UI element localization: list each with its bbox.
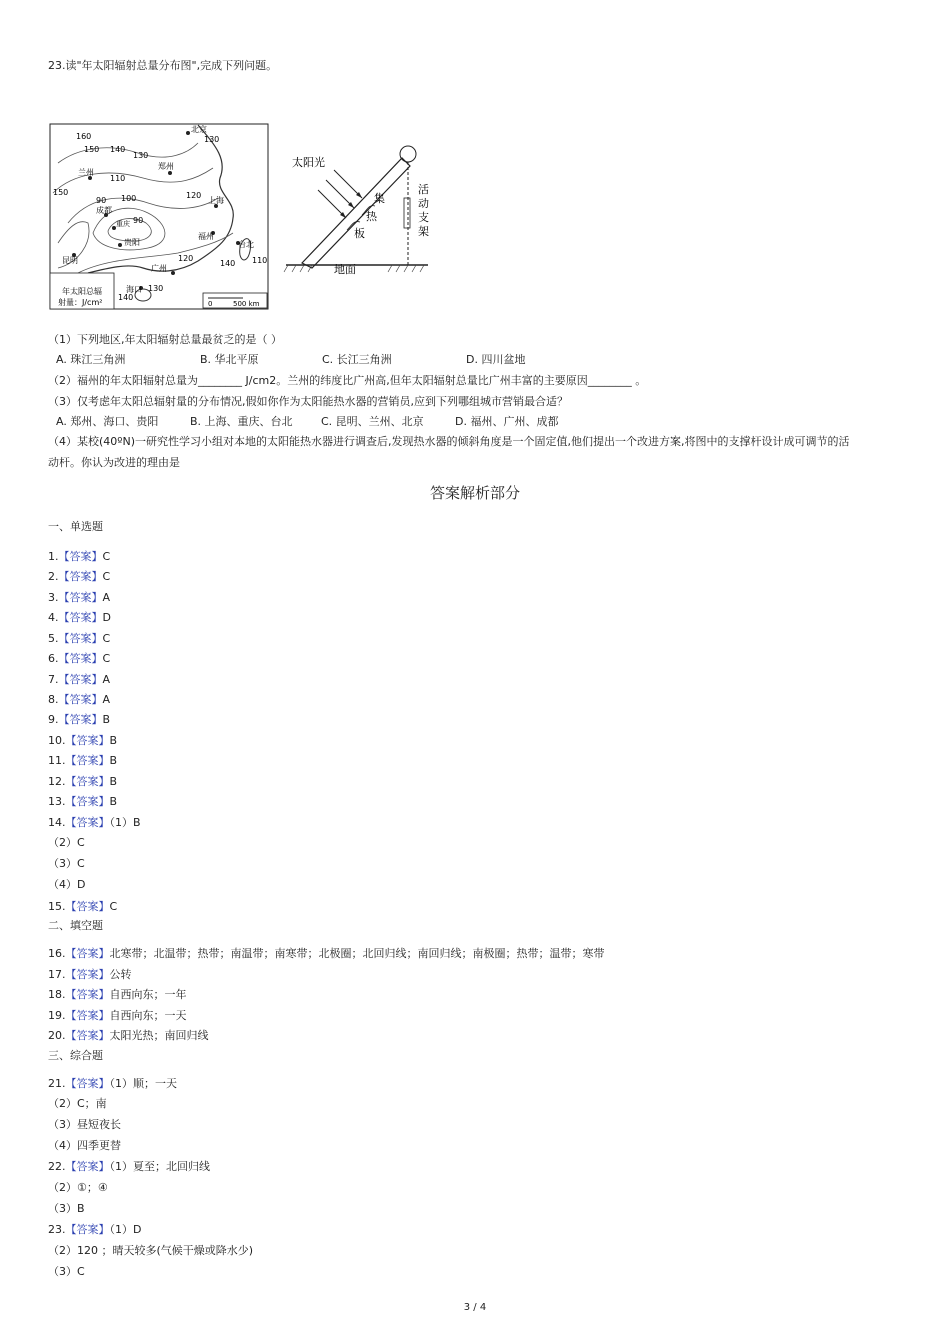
answer-row (48, 632, 110, 646)
answer-value: 自西向东；一天 (109, 1009, 187, 1022)
answer-number: 8. (48, 693, 59, 706)
answer-tag: 【答案】 (65, 1029, 110, 1042)
answer-value: 太阳光热；南回归线 (109, 1029, 209, 1042)
svg-text:110: 110 (252, 256, 268, 265)
answer-tag: 【答案】 (58, 550, 103, 563)
answer-tag: 【答案】 (58, 632, 103, 645)
solar-heater-diagram (282, 140, 432, 275)
svg-text:150: 150 (84, 145, 100, 154)
answer-tag: 【答案】 (65, 816, 110, 829)
svg-text:90: 90 (133, 216, 144, 225)
answer-tag: 【答案】 (58, 713, 103, 726)
svg-text:110: 110 (110, 174, 126, 183)
svg-text:140: 140 (118, 293, 134, 302)
answer-value: （1）夏至；北回归线 (109, 1160, 210, 1173)
answer-row (48, 816, 141, 830)
answer-value: A (102, 673, 111, 686)
answer-value: B (109, 754, 118, 767)
answer-tag: 【答案】 (65, 795, 110, 808)
answer-number: 10. (48, 734, 66, 747)
svg-text:福州: 福州 (198, 232, 214, 241)
answer-number: 13. (48, 795, 66, 808)
answer-row (48, 1029, 209, 1043)
answer-row (48, 795, 117, 809)
q23-sub3: （3）C (48, 1265, 85, 1278)
svg-text:130: 130 (148, 284, 164, 293)
answer-value: C (102, 632, 111, 645)
answer-tag: 【答案】 (65, 734, 110, 747)
q21-sub3: （3）昼短夜长 (48, 1118, 121, 1131)
svg-text:重庆: 重庆 (116, 220, 130, 228)
answer-number: 21. (48, 1077, 66, 1090)
answer-tag: 【答案】 (58, 693, 103, 706)
collector-label-3: 板 (354, 227, 365, 240)
solar-radiation-map (48, 123, 270, 311)
answer-number: 16. (48, 947, 66, 960)
answer-value: D (102, 611, 111, 624)
collector-label-1: 集 (374, 192, 385, 205)
q23-sub2: （2）120 ；晴天较多(气候干燥或降水少) (48, 1244, 254, 1257)
ground-label: 地面 (334, 263, 356, 275)
answer-tag: 【答案】 (65, 1009, 110, 1022)
answer-row (48, 570, 110, 584)
support-label-3: 支 (418, 211, 429, 224)
q14-sub2: （2）C (48, 836, 85, 849)
q1-option-b: B. 华北平原 (200, 353, 259, 366)
q1-option-d: D. 四川盆地 (466, 353, 526, 366)
answer-value: 北寒带；北温带；热带；南温带；南寒带；北极圈；北回归线；南回归线；南极圈；热带；温带；寒带 (109, 947, 605, 960)
answer-row (48, 591, 110, 605)
svg-text:北京: 北京 (191, 125, 207, 134)
svg-text:昆明: 昆明 (62, 256, 78, 265)
answer-number: 2. (48, 570, 59, 583)
answer-row (48, 968, 132, 982)
answer-number: 1. (48, 550, 59, 563)
answer-tag: 【答案】 (65, 1160, 110, 1173)
svg-text:140: 140 (110, 145, 126, 154)
answer-tag: 【答案】 (65, 1077, 110, 1090)
answer-tag: 【答案】 (58, 591, 103, 604)
q14-sub3: （3）C (48, 857, 85, 870)
answer-number: 17. (48, 968, 66, 981)
q2-text: （2）福州的年太阳辐射总量为________ J/cm2。兰州的纬度比广州高,但年太阳辐射总量比广州丰富的主要原因________ 。 (48, 374, 647, 387)
support-label-4: 架 (418, 225, 429, 238)
svg-text:150: 150 (53, 188, 69, 197)
answer-number: 15. (48, 900, 66, 913)
answer-value: B (109, 795, 118, 808)
svg-text:120: 120 (186, 191, 202, 200)
answer-row (48, 1077, 177, 1091)
answer-tag: 【答案】 (65, 988, 110, 1001)
q3-text: （3）仅考虑年太阳总辐射量的分布情况,假如你作为太阳能热水器的营销员,应到下列哪组城市营销最合适？ (48, 395, 568, 408)
svg-text:140: 140 (220, 259, 236, 268)
legend-line2: 射量：J/cm² (58, 298, 103, 307)
svg-text:台北: 台北 (238, 240, 254, 249)
answer-value: B (102, 713, 111, 726)
q1-option-c: C. 长江三角洲 (322, 353, 392, 366)
q22-sub2: （2）①；④ (48, 1181, 108, 1194)
answer-tag: 【答案】 (58, 611, 103, 624)
svg-text:120: 120 (178, 254, 194, 263)
answer-value: A (102, 591, 111, 604)
answer-row (48, 947, 605, 961)
answer-value: 公转 (109, 968, 132, 981)
q4-text-line2: 动杆。你认为改进的理由是 (48, 456, 180, 469)
answer-row (48, 550, 110, 564)
answers-title: 答案解析部分 (429, 484, 520, 502)
svg-text:广州: 广州 (151, 264, 167, 273)
support-label-2: 动 (418, 197, 429, 210)
svg-text:160: 160 (76, 132, 92, 141)
answer-row (48, 734, 117, 748)
q3-option-b: B. 上海、重庆、台北 (190, 415, 293, 428)
answer-number: 4. (48, 611, 59, 624)
answer-row (48, 1160, 210, 1174)
svg-text:上海: 上海 (208, 196, 224, 205)
q3-option-c: C. 昆明、兰州、北京 (321, 415, 424, 428)
answer-number: 20. (48, 1029, 66, 1042)
answer-tag: 【答案】 (65, 1223, 110, 1236)
answer-row (48, 713, 110, 727)
q3-option-d: D. 福州、广州、成都 (455, 415, 559, 428)
answer-value: 自西向东；一年 (109, 988, 187, 1001)
svg-text:100: 100 (121, 194, 137, 203)
answer-number: 11. (48, 754, 66, 767)
answer-row (48, 1223, 141, 1237)
svg-text:贵阳: 贵阳 (124, 238, 140, 247)
answer-row (48, 673, 110, 687)
collector-label-2: 热 (366, 210, 377, 223)
svg-text:130: 130 (133, 151, 149, 160)
q4-text-line1: （4）某校(40ºN)一研究性学习小组对本地的太阳能热水器进行调查后,发现热水器的倾斜角度是一个固定值,他们提出一个改进方案,将图中的支撑杆设计成可调节的活 (48, 435, 850, 448)
answer-tag: 【答案】 (58, 570, 103, 583)
answer-tag: 【答案】 (58, 652, 103, 665)
answer-value: （1）顺；一天 (109, 1077, 177, 1090)
answer-row (48, 900, 117, 914)
svg-text:90: 90 (96, 196, 107, 205)
scale-label: 500 km (233, 300, 260, 308)
answer-number: 12. (48, 775, 66, 788)
answer-value: A (102, 693, 111, 706)
answer-row (48, 988, 187, 1002)
answer-number: 18. (48, 988, 66, 1001)
answer-value: C (109, 900, 118, 913)
support-label-1: 活 (418, 183, 429, 196)
answer-value: C (102, 570, 111, 583)
answer-number: 14. (48, 816, 66, 829)
answer-value: （1）B (109, 816, 141, 829)
answer-number: 22. (48, 1160, 66, 1173)
section-fill-blank: 二、填空题 (48, 919, 103, 932)
q1-text: （1）下列地区,年太阳辐射总量最贫乏的是（ ） (48, 333, 282, 346)
answer-value: B (109, 734, 118, 747)
answer-number: 9. (48, 713, 59, 726)
answer-number: 7. (48, 673, 59, 686)
svg-text:郑州: 郑州 (158, 162, 174, 171)
svg-text:海口: 海口 (126, 285, 142, 294)
section-comprehensive: 三、综合题 (48, 1049, 103, 1062)
q3-option-a: A. 郑州、海口、贵阳 (56, 415, 159, 428)
answer-tag: 【答案】 (65, 900, 110, 913)
answer-number: 19. (48, 1009, 66, 1022)
svg-text:成都: 成都 (96, 206, 112, 215)
answer-value: C (102, 652, 111, 665)
answer-number: 3. (48, 591, 59, 604)
section-single-choice: 一、单选题 (48, 520, 103, 533)
answer-row (48, 775, 117, 789)
sunlight-label: 太阳光 (292, 156, 325, 169)
q14-sub4: （4）D (48, 878, 86, 891)
answer-row (48, 754, 117, 768)
answer-value: B (109, 775, 118, 788)
answer-value: （1）D (109, 1223, 142, 1236)
answer-row (48, 693, 110, 707)
answer-number: 6. (48, 652, 59, 665)
q21-sub4: （4）四季更替 (48, 1139, 121, 1152)
answer-row (48, 1009, 187, 1023)
answer-tag: 【答案】 (65, 968, 110, 981)
q22-sub3: （3）B (48, 1202, 85, 1215)
answer-tag: 【答案】 (65, 775, 110, 788)
q1-option-a: A. 珠江三角洲 (56, 353, 126, 366)
legend-line1: 年太阳总辐 (62, 287, 102, 296)
svg-text:兰州: 兰州 (78, 168, 94, 177)
q21-sub2: （2）C；南 (48, 1097, 107, 1110)
page-number: 3 / 4 (463, 1302, 487, 1313)
answer-number: 23. (48, 1223, 66, 1236)
answer-tag: 【答案】 (58, 673, 103, 686)
answer-tag: 【答案】 (65, 947, 110, 960)
question-intro: 23.读"年太阳辐射总量分布图",完成下列问题。 (48, 59, 278, 72)
scale-zero: 0 (208, 300, 213, 308)
answer-number: 5. (48, 632, 59, 645)
answer-value: C (102, 550, 111, 563)
answer-row (48, 611, 111, 625)
answer-row (48, 652, 110, 666)
svg-text:130: 130 (204, 135, 220, 144)
answer-tag: 【答案】 (65, 754, 110, 767)
